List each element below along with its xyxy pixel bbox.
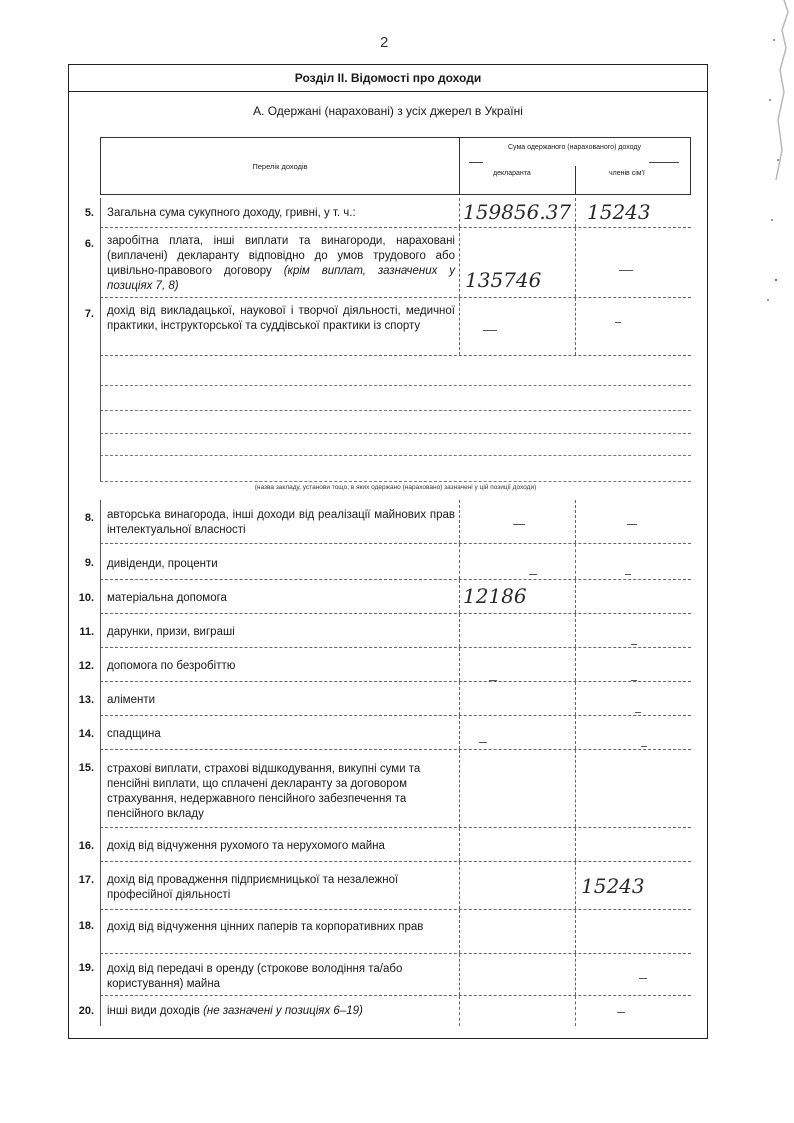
family-dash <box>631 680 637 681</box>
row-label: дохід від викладацької, наукової і творчої діяльності, медичної практики, інструкторської та суддівської практики із спорту <box>107 305 455 332</box>
row-16 <box>100 828 691 862</box>
family-dash <box>619 270 633 271</box>
family-dash <box>639 978 647 979</box>
row-15 <box>100 750 691 828</box>
family-amount: 15243 <box>581 874 645 898</box>
row-label: дохід від провадження підприємницької та незалежної професійної діяльності <box>107 874 399 901</box>
row-label: Загальна сума сукупного доходу, гривні, у т. ч.: <box>107 207 356 219</box>
declarant-dash <box>489 680 497 681</box>
page-number: 2 <box>380 34 389 51</box>
declarant-dash <box>479 742 487 743</box>
family-dash <box>635 712 641 713</box>
row-label: дохід від передачі в оренду (строкове володіння та/або користування) майна <box>107 963 403 990</box>
blank-line <box>100 481 691 482</box>
subsection-title: А. Одержані (нараховані) з усіх джерел в Україні <box>253 104 523 118</box>
row-13 <box>100 682 691 716</box>
row-label: дохід від відчуження цінних паперів та корпоративних прав <box>107 921 424 933</box>
declarant-amount: 135746 <box>465 268 542 292</box>
row-label: дохід від відчуження рухомого та нерухомого майна <box>107 840 385 852</box>
row-label: аліменти <box>107 694 156 706</box>
row-label: дивіденди, проценти <box>107 558 218 570</box>
declarant-dash <box>529 574 537 575</box>
family-amount: 15243 <box>587 200 651 224</box>
row-7 <box>100 298 691 356</box>
row-14 <box>100 716 691 750</box>
row-label: страхові виплати, страхові відшкодування, викупні суми та пенсійні виплати, що сплачені декларанту за договором страхування, недержавного пенсійного забезпечення та пенсійного вкладу <box>107 763 421 820</box>
row-number: 17. <box>78 874 94 886</box>
row-6 <box>100 228 691 298</box>
family-dash <box>627 524 637 525</box>
row-number: 6. <box>84 238 94 250</box>
declarant-amount: 12186 <box>463 584 527 608</box>
row-label: дарунки, призи, виграші <box>107 626 235 638</box>
family-dash <box>617 1012 625 1013</box>
header-col-family: членів сім'ї <box>609 170 645 177</box>
header-divider <box>575 166 576 194</box>
row-19 <box>100 954 691 996</box>
row-number: 14. <box>78 728 94 740</box>
row-10 <box>100 580 691 614</box>
scan-artifact <box>764 0 794 320</box>
row-number: 7. <box>84 308 94 320</box>
row-number: 15. <box>78 762 94 774</box>
row-12 <box>100 648 691 682</box>
row-number: 20. <box>78 1005 94 1017</box>
table-header <box>100 137 691 195</box>
family-dash <box>631 644 637 645</box>
row-20 <box>100 996 691 1026</box>
header-list-label: Перелік доходів <box>101 138 460 194</box>
header-col-declarant: декларанта <box>493 170 531 177</box>
institution-note: (назва закладу, установи тощо, в яких одержано (нараховано) зазначені у цій позиції доходи) <box>254 484 537 491</box>
header-dash <box>469 162 483 163</box>
row-number: 16. <box>78 840 94 852</box>
row-18 <box>100 910 691 954</box>
row-number: 9. <box>84 557 94 569</box>
row-17 <box>100 862 691 910</box>
row-9 <box>100 544 691 580</box>
row-label: інші види доходів (не зазначені у позиціях 6–19) <box>107 1005 363 1017</box>
declarant-amount: 159856.37 <box>463 200 572 224</box>
blank-line <box>100 385 691 386</box>
section-title: Розділ II. Відомості про доходи <box>68 64 708 92</box>
declarant-dash <box>483 330 497 331</box>
row-number: 13. <box>78 694 94 706</box>
row-number: 5. <box>84 207 94 219</box>
row-number: 8. <box>84 512 94 524</box>
row-number: 18. <box>78 920 94 932</box>
row-8 <box>100 500 691 544</box>
blank-line <box>100 410 691 411</box>
row-number: 12. <box>78 660 94 672</box>
row-5 <box>100 198 691 228</box>
declarant-dash <box>513 524 525 525</box>
row-11 <box>100 614 691 648</box>
row-number: 10. <box>78 592 94 604</box>
blank-line <box>100 455 691 456</box>
row-label: допомога по безробіттю <box>107 660 236 672</box>
row-label: спадщина <box>107 728 161 740</box>
row-label: заробітна плата, інші виплати та винагороди, нараховані (виплачені) декларанту відповідно до умов трудового або цивільно-правового договору (крім виплат, зазначених у позиціях 7, 8) <box>107 235 456 292</box>
row-number: 11. <box>79 626 94 638</box>
header-dash <box>649 162 679 163</box>
row-number: 19. <box>78 962 94 974</box>
row-label: авторська винагорода, інші доходи від реалізації майнових прав інтелектуальної власності <box>107 509 455 536</box>
row-label: матеріальна допомога <box>107 592 227 604</box>
family-dash <box>625 574 631 575</box>
family-dash <box>641 746 647 747</box>
family-dash <box>615 322 621 323</box>
blank-line <box>100 433 691 434</box>
header-amount-label: Сума одержаного (нарахованого) доходу <box>507 144 641 151</box>
